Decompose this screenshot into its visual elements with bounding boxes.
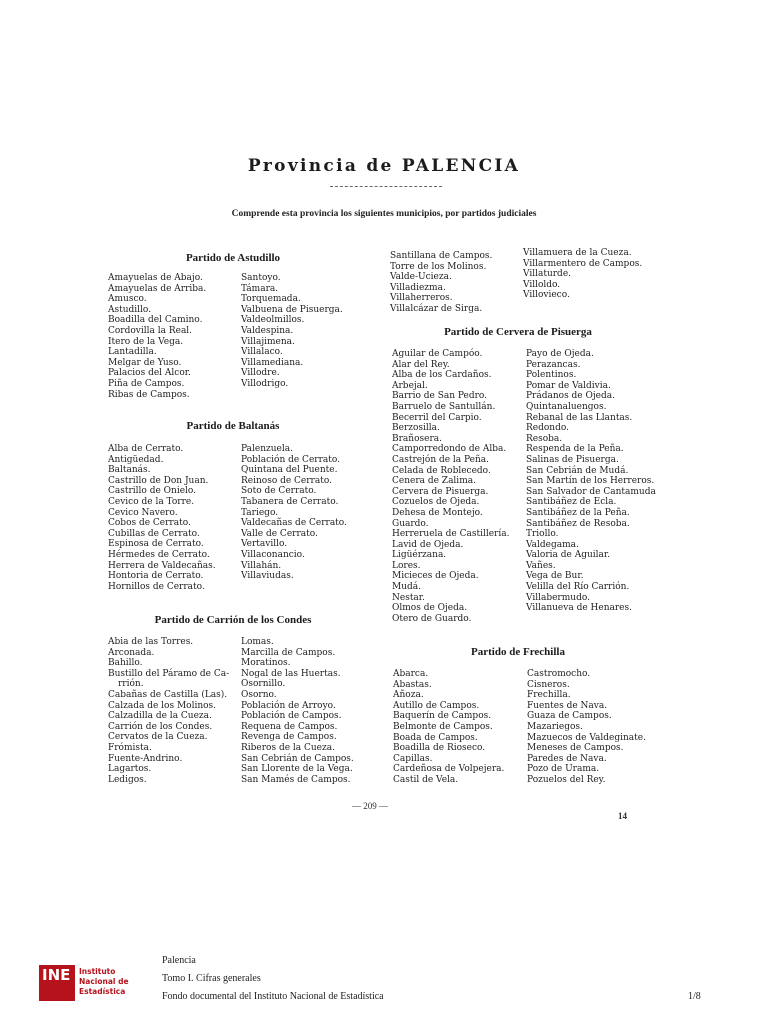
municipality-item: San Cebrián de Campos.	[241, 753, 354, 764]
municipality-item: Perazancas.	[526, 359, 581, 370]
municipality-item: Santillana de Campos.	[390, 251, 493, 261]
municipality-item: Villalaco.	[241, 347, 283, 358]
list-astudillo-col2	[241, 273, 343, 390]
municipality-item: Población de Campos.	[241, 711, 342, 722]
municipality-item: Villanueva de Henares.	[526, 603, 632, 614]
municipality-item: Becerril del Carpio.	[392, 412, 482, 423]
municipality-item: Villaherreros.	[390, 293, 453, 304]
municipality-item: Nogal de las Huertas.	[241, 668, 341, 679]
municipality-item: Abarca.	[393, 669, 429, 679]
municipality-item: Alba de los Cardaños.	[392, 370, 492, 381]
municipality-item: Cevico Navero.	[108, 507, 178, 518]
list-carrion-col1	[108, 637, 229, 785]
municipality-item: Villadiezma.	[390, 282, 446, 293]
municipality-item: Calzadilla de la Cueza.	[108, 711, 212, 722]
municipality-item: Carrión de los Condes.	[108, 721, 213, 732]
municipality-item: Aguilar de Campóo.	[392, 349, 483, 359]
municipality-item: Antigüedad.	[108, 454, 164, 465]
municipality-item: Quintanaluengos.	[526, 401, 607, 412]
municipality-item: Itero de la Vega.	[108, 336, 184, 347]
municipality-item: Hontoria de Cerrato.	[108, 571, 204, 582]
municipality-item: Nestar.	[392, 592, 425, 603]
municipality-item: Salinas de Pisuerga.	[526, 454, 619, 465]
municipality-item: Villovieco.	[523, 290, 570, 301]
municipality-item: Cevico de la Torre.	[108, 496, 195, 507]
municipality-item: Abia de las Torres.	[108, 637, 194, 647]
municipality-item: Villaconancio.	[241, 549, 305, 560]
municipality-item: Melgar de Yuso.	[108, 357, 182, 368]
page-title: Provincia de PALENCIA	[247, 156, 521, 176]
municipality-item: San Mamés de Campos.	[241, 774, 351, 785]
list-carrion-cont-col1	[390, 251, 492, 315]
footer-page-count: 1/8	[688, 991, 701, 1002]
municipality-item: Cozuelos de Ojeda.	[392, 497, 480, 508]
municipality-item: Camporredondo de Alba.	[392, 444, 507, 455]
ine-logo-name	[79, 967, 129, 997]
municipality-item: Villarmentero de Campos.	[523, 258, 643, 269]
heading-astudillo: Partido de Astudillo	[185, 252, 281, 264]
ine-logo-name-line3: Estadística	[79, 987, 126, 996]
municipality-item: Palacios del Alcor.	[108, 368, 191, 379]
list-frechilla-col1	[393, 669, 504, 786]
municipality-item: Castil de Vela.	[393, 774, 459, 785]
list-baltanas-col1	[108, 444, 216, 592]
municipality-item: Fuentes de Nava.	[527, 700, 608, 711]
municipality-item: Resoba.	[526, 433, 563, 444]
municipality-item: Mazuecos de Valdeginate.	[527, 732, 646, 743]
municipality-item: Guardo.	[392, 518, 429, 529]
municipality-item: Boada de Campos.	[393, 732, 478, 743]
municipality-item: Castrejón de la Peña.	[392, 454, 490, 465]
municipality-item: Prádanos de Ojeda.	[526, 391, 615, 402]
municipality-item: Vañes.	[526, 560, 556, 571]
municipality-item: Osorno.	[241, 689, 277, 700]
municipality-item: Payo de Ojeda.	[526, 349, 594, 359]
municipality-item: Autillo de Campos.	[393, 700, 480, 711]
municipality-item: Lagartos.	[108, 764, 152, 775]
municipality-item: Santibáñez de Ecla.	[526, 497, 617, 508]
municipality-item: Meneses de Campos.	[527, 743, 624, 754]
municipality-item: Cenera de Zalima.	[392, 476, 476, 487]
municipality-item: Santibáñez de la Peña.	[526, 507, 630, 518]
municipality-item: Cobos de Cerrato.	[108, 518, 191, 529]
municipality-item: Castromocho.	[527, 669, 591, 679]
list-frechilla-col2	[527, 669, 646, 786]
municipality-item: Valdecañas de Cerrato.	[241, 518, 347, 529]
municipality-item: Villodre.	[241, 368, 280, 379]
municipality-item: Villahán.	[241, 560, 282, 571]
municipality-item: Alar del Rey.	[392, 359, 450, 370]
municipality-item: Valbuena de Pisuerga.	[241, 304, 343, 315]
municipality-item: Astudillo.	[108, 304, 152, 315]
municipality-item: Torquemada.	[241, 294, 301, 305]
sheet-number: 14	[618, 811, 627, 821]
footer-volume: Tomo I. Cifras generales	[162, 973, 261, 984]
municipality-item: Valde-Ucieza.	[390, 272, 452, 283]
municipality-item: Boadilla de Rioseco.	[393, 743, 486, 754]
list-cervera-col2	[526, 349, 656, 614]
municipality-item: Cervera de Pisuerga.	[392, 486, 489, 497]
municipality-item: Ribas de Campos.	[108, 389, 190, 400]
municipality-item: Mazariegos.	[527, 721, 583, 732]
ine-logo-mark	[39, 965, 75, 1001]
municipality-item: Cubillas de Cerrato.	[108, 528, 200, 539]
municipality-item: Ledigos.	[108, 774, 147, 785]
ine-logo	[39, 965, 149, 1001]
municipality-item: Villabermudo.	[526, 592, 590, 603]
municipality-item: Amusco.	[108, 294, 147, 305]
municipality-item: Bahillo.	[108, 658, 143, 669]
municipality-item: Marcilla de Campos.	[241, 647, 336, 658]
municipality-item: Cervatos de la Cueza.	[108, 732, 208, 743]
municipality-item: Quintana del Puente.	[241, 465, 338, 476]
municipality-item: Castrillo de Onielo.	[108, 486, 197, 497]
list-carrion-cont-col2	[523, 248, 642, 301]
municipality-item: Berzosilla.	[392, 423, 440, 434]
municipality-item: Pomar de Valdivia.	[526, 380, 611, 391]
municipality-item: Alba de Cerrato.	[108, 444, 184, 454]
municipality-item: Cardeñosa de Volpejera.	[393, 764, 505, 775]
list-carrion-col2	[241, 637, 354, 785]
municipality-item: Piña de Campos.	[108, 378, 185, 389]
municipality-item: Santibáñez de Resoba.	[526, 518, 630, 529]
municipality-item: San Cebrián de Mudá.	[526, 465, 629, 476]
list-astudillo-col1	[108, 273, 206, 400]
municipality-item: Castrillo de Don Juan.	[108, 475, 209, 486]
municipality-item: Abastas.	[393, 679, 432, 690]
page-subtitle: Comprende esta provincia los siguientes municipios, por partidos judiciales	[231, 209, 537, 219]
municipality-item: Amayuelas de Arriba.	[108, 283, 207, 294]
footer-source: Fondo documental del Instituto Nacional de Estadística	[162, 991, 384, 1002]
municipality-item: Amayuelas de Abajo.	[108, 273, 203, 283]
municipality-item: Valdespina.	[241, 325, 294, 336]
municipality-item: Herreruela de Castillería.	[392, 529, 510, 540]
municipality-item: Mudá.	[392, 582, 421, 593]
municipality-item: Valoria de Aguilar.	[526, 550, 611, 561]
municipality-item: Calzada de los Molinos.	[108, 700, 217, 711]
municipality-item: Rebanal de las Llantas.	[526, 412, 633, 423]
municipality-item: Bustillo del Páramo de Ca-	[108, 668, 230, 679]
municipality-item: Villamuera de la Cueza.	[523, 248, 632, 258]
municipality-item: Lavid de Ojeda.	[392, 539, 464, 550]
title-divider	[330, 186, 442, 187]
list-cervera-col1	[392, 349, 509, 624]
municipality-item: Espinosa de Cerrato.	[108, 539, 204, 550]
municipality-item: Cisneros.	[527, 679, 570, 690]
municipality-item: Frechilla.	[527, 690, 571, 701]
municipality-item: Moratinos.	[241, 658, 291, 669]
municipality-item: Hérmedes de Cerrato.	[108, 549, 210, 560]
municipality-item: Valdegama.	[526, 539, 579, 550]
municipality-item: Brañosera.	[392, 433, 442, 444]
municipality-item: Riberos de la Cueza.	[241, 742, 335, 753]
municipality-item: Paredes de Nava.	[527, 753, 607, 764]
municipality-item: Villaviudas.	[241, 571, 294, 582]
municipality-item: Boadilla del Camino.	[108, 315, 203, 326]
heading-baltanas: Partido de Baltanás	[186, 420, 280, 432]
municipality-item: Valdeolmillos.	[241, 315, 305, 326]
municipality-item: Villaturde.	[523, 269, 572, 280]
municipality-item: San Llorente de la Vega.	[241, 764, 353, 775]
ine-logo-name-line1: Instituto	[79, 967, 116, 976]
municipality-item: Celada de Roblecedo.	[392, 465, 491, 476]
municipality-item: Valle de Cerrato.	[241, 528, 318, 539]
municipality-item: Añoza.	[393, 690, 424, 701]
municipality-item: Requena de Campos.	[241, 721, 338, 732]
municipality-item: Guaza de Campos.	[527, 711, 612, 722]
municipality-item: Población de Cerrato.	[241, 454, 340, 465]
municipality-item: Lantadilla.	[108, 347, 157, 358]
municipality-item: Población de Arroyo.	[241, 700, 336, 711]
municipality-item: Polentinos.	[526, 370, 577, 381]
municipality-item: Tabanera de Cerrato.	[241, 496, 339, 507]
municipality-item: Dehesa de Montejo.	[392, 507, 483, 518]
municipality-item: Arbejal.	[392, 380, 428, 391]
municipality-item: Pozo de Urama.	[527, 764, 600, 775]
municipality-item: Villamediana.	[241, 357, 304, 368]
ine-logo-name-line2: Nacional de	[79, 977, 129, 986]
municipality-item: Barruelo de Santullán.	[392, 401, 496, 412]
municipality-item: rrión.	[118, 679, 144, 690]
municipality-item: Lores.	[392, 560, 421, 571]
municipality-item: Villalcázar de Sirga.	[390, 303, 483, 314]
municipality-item: Vega de Bur.	[526, 571, 584, 582]
municipality-item: Palenzuela.	[241, 444, 293, 454]
municipality-item: Cabañas de Castilla (Las).	[108, 689, 228, 700]
municipality-item: Herrera de Valdecañas.	[108, 560, 216, 571]
municipality-item: San Salvador de Cantamuda	[526, 486, 656, 497]
municipality-item: Frómista.	[108, 742, 152, 753]
municipality-item: Soto de Cerrato.	[241, 486, 317, 497]
municipality-item: Velilla del Río Carrión.	[526, 582, 630, 593]
municipality-item: Triollo.	[526, 529, 559, 540]
heading-frechilla: Partido de Frechilla	[471, 646, 565, 658]
ine-logo-letters: INE	[42, 966, 71, 984]
municipality-item: Barrio de San Pedro.	[392, 391, 488, 402]
municipality-item: Lomas.	[241, 637, 274, 647]
municipality-item: Baquerín de Campos.	[393, 711, 492, 722]
municipality-item: Santoyo.	[241, 273, 281, 283]
footer-province: Palencia	[162, 955, 196, 966]
page-number: — 209 —	[352, 801, 388, 811]
municipality-item: Ligüérzana.	[392, 550, 447, 561]
municipality-item: Pozuelos del Rey.	[527, 774, 606, 785]
municipality-item: Reinoso de Cerrato.	[241, 475, 332, 486]
municipality-item: Támara.	[241, 283, 279, 294]
municipality-item: Cordovilla la Real.	[108, 325, 193, 336]
municipality-item: Baltanás.	[108, 465, 151, 476]
municipality-item: Belmonte de Campos.	[393, 721, 493, 732]
municipality-item: Torre de los Molinos.	[390, 261, 487, 272]
municipality-item: Villajimena.	[241, 336, 295, 347]
municipality-item: San Martín de los Herreros.	[526, 476, 655, 487]
municipality-item: Olmos de Ojeda.	[392, 603, 468, 614]
heading-cervera: Partido de Cervera de Pisuerga	[444, 326, 592, 338]
municipality-item: Revenga de Campos.	[241, 732, 337, 743]
heading-carrion: Partido de Carrión de los Condes	[154, 614, 312, 626]
municipality-item: Respenda de la Peña.	[526, 444, 624, 455]
municipality-item: Villoldo.	[523, 279, 561, 290]
municipality-item: Micieces de Ojeda.	[392, 571, 479, 582]
municipality-item: Hornillos de Cerrato.	[108, 581, 205, 592]
municipality-item: Capillas.	[393, 753, 433, 764]
municipality-item: Tariego.	[241, 507, 279, 518]
municipality-item: Fuente-Andrino.	[108, 753, 183, 764]
list-baltanas-col2	[241, 444, 347, 582]
municipality-item: Villodrigo.	[241, 378, 289, 389]
municipality-item: Redondo.	[526, 423, 569, 434]
municipality-item: Osornillo.	[241, 679, 286, 690]
municipality-item: Arconada.	[108, 647, 155, 658]
municipality-item: Vertavillo.	[241, 539, 288, 550]
municipality-item: Otero de Guardo.	[392, 613, 472, 624]
